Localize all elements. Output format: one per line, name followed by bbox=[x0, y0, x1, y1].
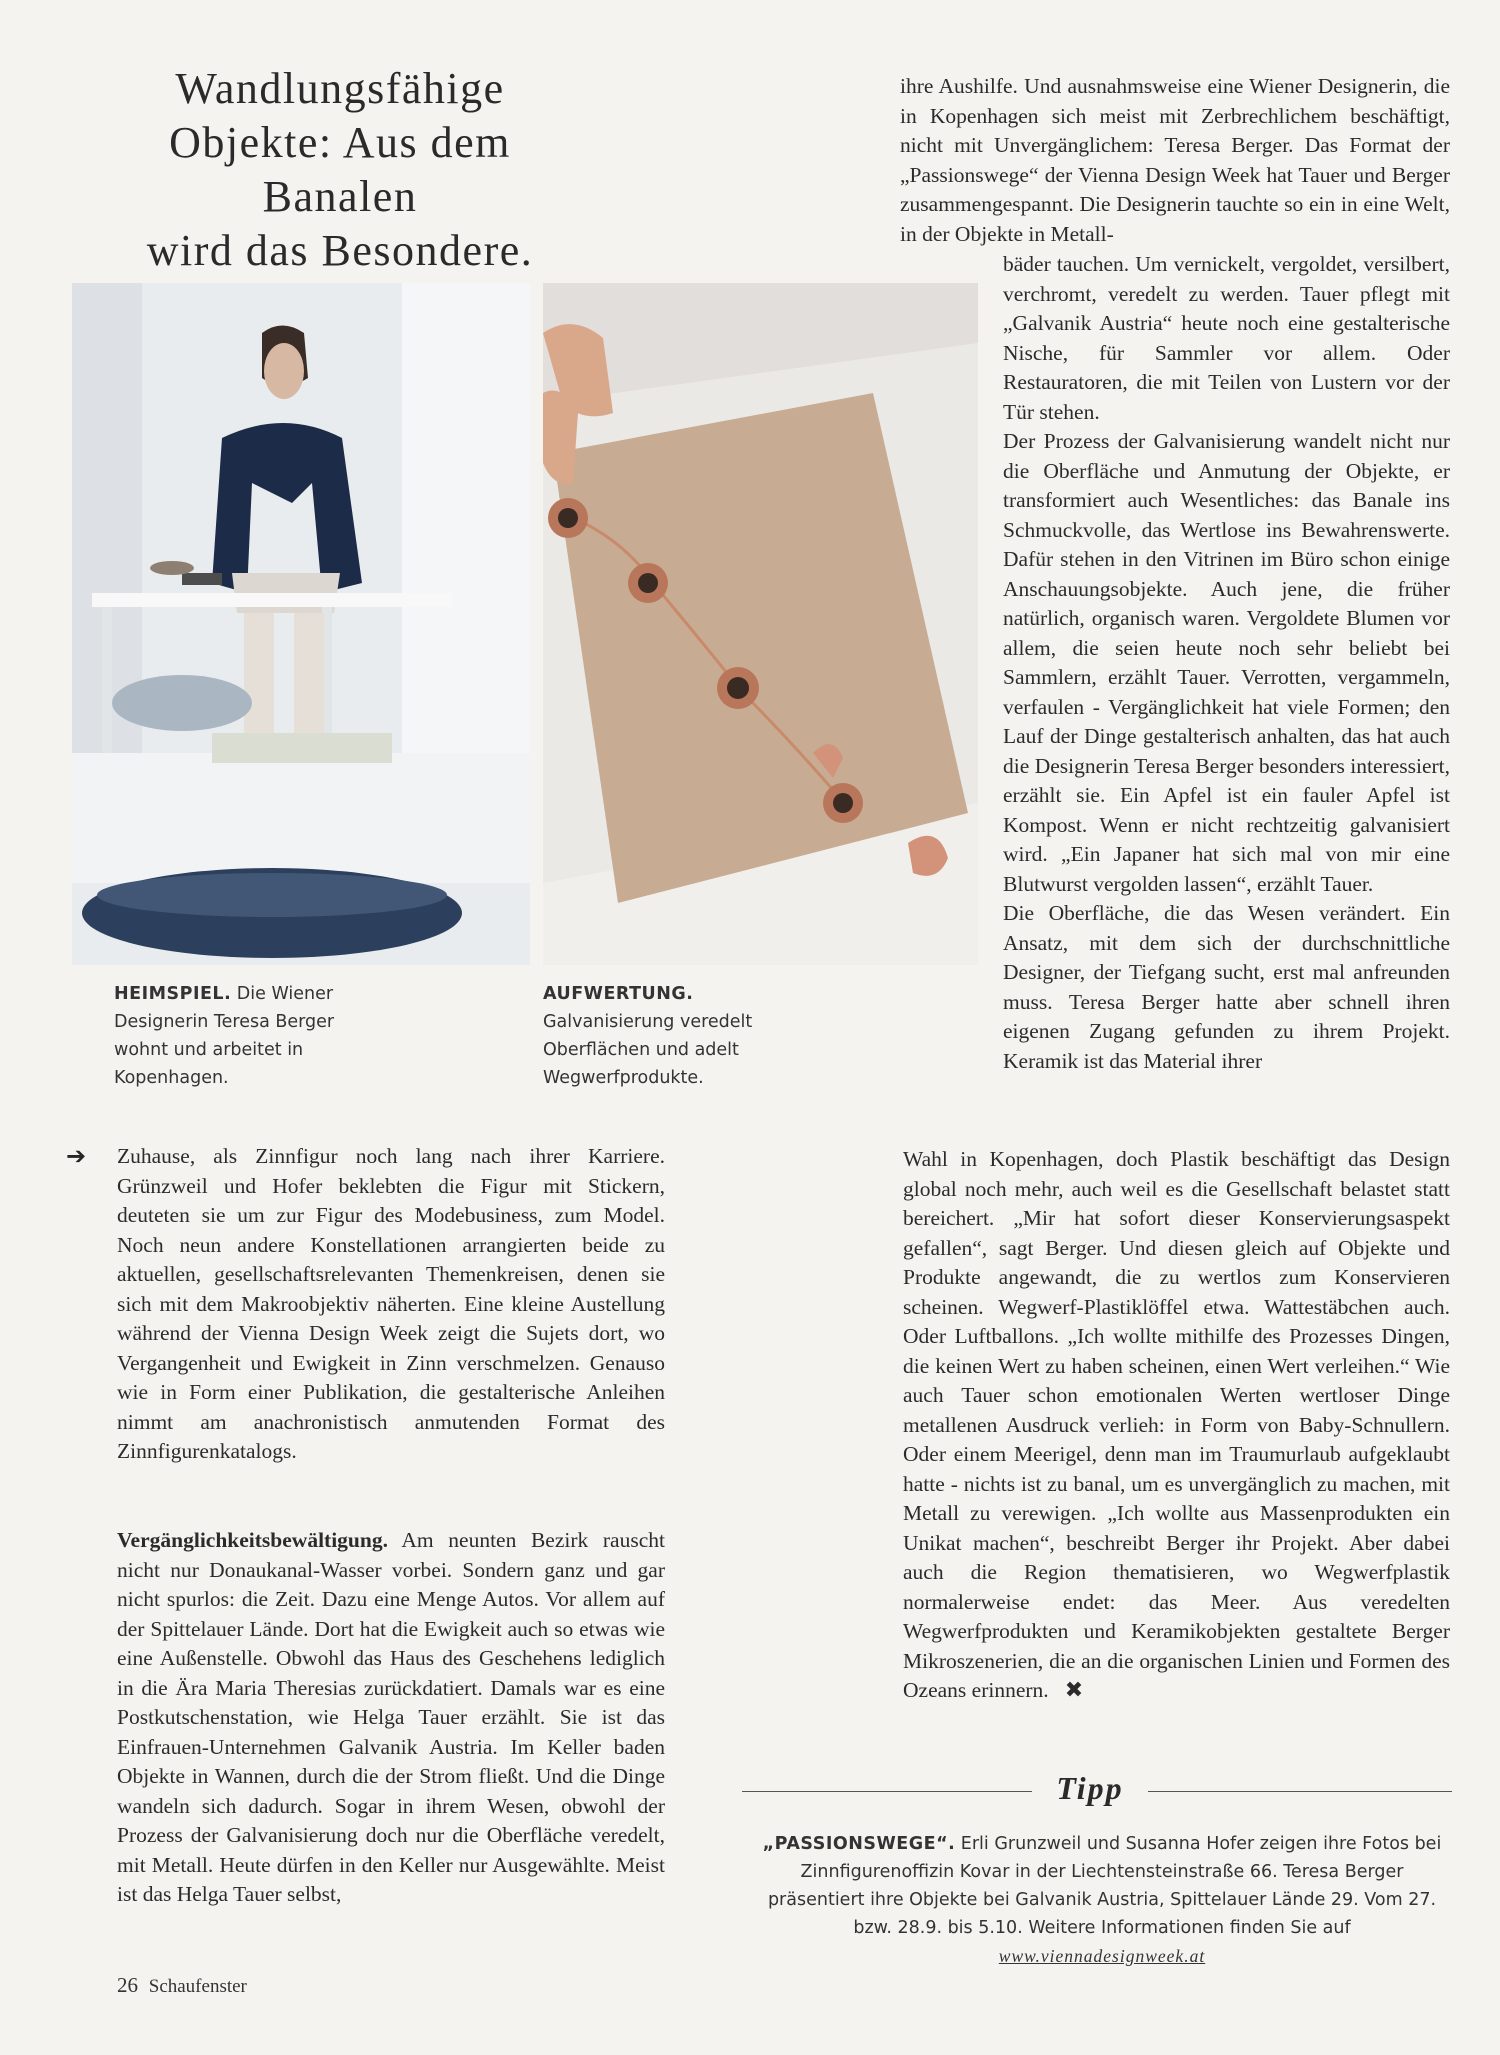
photo-copper-objects bbox=[543, 283, 978, 965]
tipp-divider-left bbox=[742, 1791, 1032, 1792]
article-paragraph-continuation: Zuhause, als Zinnfigur noch lang nach ihrer Karriere. Grünzweil und Hofer beklebten die Figur mit Stickern, deuteten sie um zur Figur des Modebusiness, zum Model. Noch neun andere Konstellationen arrangierten beide zu aktuellen, gesellschaftsrelevanten Themenkreisen, denen sie sich mit dem Makroobjektiv näherten. Eine kleine Austellung während der Vienna Design Week zeigt die Sujets dort, wo Vergangenheit und Ewigkeit in Zinn verschmelzen. Genauso wie in Form einer Publikation, die gestalterische Anleihen nimmt am anachronistisch anmutenden Format des Zinnfigurenkatalogs. bbox=[117, 1144, 665, 1463]
caption-right bbox=[543, 980, 778, 1092]
article-paragraph: Der Prozess der Galvanisierung wandelt nicht nur die Oberfläche und Anmutung der Objekte, er transformiert auch Wesentliches: das Banale ins Schmuckvolle, das Wertlose ins Bewahrenswerte. Dafür stehen in den Vitrinen im Büro schon einige Anschauungsobjekte. Auch jene, die früher natürlich, organisch waren. Vergoldete Blumen vor allem, die seien heute noch sehr beliebt bei Sammlern, erzählt Tauer. Verrotten, vergammeln, verfaulen - Vergänglichkeit hat viele Formen; den Lauf der Dinge gestalterisch anhalten, das hat auch die Designerin Teresa Berger besonders interessiert, erzählt sie. Ein Apfel ist ein fauler Apfel ist Kompost. Wenn er nicht rechtzeitig galvanisiert wird. „Ein Japaner hat sich mal von mir eine Blutwurst vergolden lassen“, erzählt Tauer. bbox=[1003, 429, 1450, 896]
caption-left-text: Die Wiener Designerin Teresa Berger wohnt und arbeitet in Kopenhagen. bbox=[114, 984, 335, 1088]
page-number: 26 bbox=[117, 1973, 138, 1997]
section-subhead: Vergänglichkeitsbewältigung. bbox=[117, 1528, 388, 1552]
headline-line-1: Wandlungsfähige bbox=[175, 64, 505, 113]
tipp-website-link[interactable]: www.viennadesignweek.at bbox=[998, 1946, 1206, 1966]
article-paragraph: bäder tauchen. Um vernickelt, vergoldet, versilbert, verchromt, veredelt zu werden. Tauer pflegt mit „Galvanik Austria“ heute noch eine gestalterische Nische, für Sammler vor allem. Oder Restauratoren, die mit Teilen von Lustern vor der Tür stehen. bbox=[1003, 252, 1450, 424]
caption-left bbox=[114, 980, 364, 1092]
caption-right-text: Galvanisierung veredelt Oberflächen und adelt Wegwerfprodukte. bbox=[543, 1012, 753, 1088]
magazine-name: Schaufenster bbox=[148, 1976, 247, 1997]
tipp-box bbox=[752, 1830, 1452, 1971]
tipp-lead: „PASSIONSWEGE“. bbox=[762, 1834, 956, 1854]
page-footer bbox=[117, 1973, 247, 1998]
tipp-text: Erli Grunzweil und Susanna Hofer zeigen ihre Fotos bei Zinnfigurenoffizin Kovar in der Liechtensteinstraße 66. Teresa Berger präsentiert ihre Objekte bei Galvanik Austria, Spittelauer Lände 29. Vom 27. bzw. 28.9. bis 5.10. Weitere Informationen finden Sie auf bbox=[767, 1834, 1442, 1938]
cross-icon: ✖ bbox=[1064, 1678, 1084, 1703]
tipp-title: Tipp bbox=[1056, 1770, 1124, 1806]
arrow-right-icon: ➔ bbox=[66, 1142, 87, 1170]
caption-right-lead: AUFWERTUNG. bbox=[543, 984, 694, 1004]
headline-line-3: wird das Besondere. bbox=[146, 226, 534, 275]
caption-left-lead: HEIMSPIEL. bbox=[114, 984, 232, 1004]
article-paragraph-right-bottom bbox=[903, 1145, 1450, 1706]
article-closing-text: Wahl in Kopenhagen, doch Plastik beschäftigt das Design global noch mehr, auch weil es die Gesellschaft belastet statt bereichert. „Mir hat sofort dieser Konservierungsaspekt gefallen“, sagt Berger. Und diesen gleich auf Objekte und Produkte angewandt, die zu wertlos zum Konservieren scheinen. Wegwerf-Plastiklöffel etwa. Wattestäbchen auch. Oder Luftballons. „Ich wollte mithilfe des Prozesses Dingen, die keinen Wert zu haben scheinen, einen Wert verleihen.“ Wie auch Tauer schon emotionalen Werten wertloser Dinge metallenen Ausdruck verlieh: in Form von Baby-Schnullern. Oder einem Meerigel, denn man im Traumurlaub aufgeklaubt hatte - nichts ist zu banal, um es unvergänglich zu machen, mit Metall zu verewigen. „Ich wollte aus Massenprodukten ein Unikat machen“, beschreibt Berger ihr Projekt. Aber dabei auch die Region thematisieren, wo Wegwerfplastik normalerweise endet: das Meer. Aus veredelten Wegwerfprodukten und Keramikobjekten gestaltete Berger Mikroszenerien, die an die organischen Linien und Formen des Ozeans erinnern. bbox=[903, 1147, 1450, 1702]
article-column-right-mid bbox=[1003, 250, 1450, 1076]
article-paragraph: Die Oberfläche, die das Wesen verändert. Ein Ansatz, mit dem sich der durchschnittliche Designer, der Tiefgang sucht, erst mal anfreunden muss. Teresa Berger hatte aber schnell ihren eigenen Zugang gefunden zu ihrem Projekt. Keramik ist das Material ihrer bbox=[1003, 901, 1450, 1073]
article-paragraph-right-top: ihre Aushilfe. Und ausnahmsweise eine Wiener Designerin, die in Kopenhagen sich meist mit Zerbrechlichem beschäftigt, nicht mit Unvergänglichem: Teresa Berger. Das Format der „Passionswege“ der Vienna Design Week hat Tauer und Berger zusammengespannt. Die Designerin tauchte so ein in eine Welt, in der Objekte in Metall- bbox=[900, 74, 1450, 246]
article-headline bbox=[110, 62, 570, 278]
section-text: Am neunten Bezirk rauscht nicht nur Donaukanal-Wasser vorbei. Sondern ganz und gar nicht spurlos: die Zeit. Dazu eine Menge Autos. Vor allem auf der Spittelauer Lände. Dort hat die Ewigkeit auch so etwas wie eine Außenstelle. Obwohl das Haus des Geschehens lediglich in die Ära Maria Theresias zurückdatiert. Damals war es eine Postkutschenstation, wie Helga Tauer erzählt. Sie ist das Einfrauen-Unternehmen Galvanik Austria. Im Keller baden Objekte in Wannen, durch die der Strom fließt. Und die Dinge wandeln sich dadurch. Sogar in ihrem Wesen, obwohl der Prozess der Galvanisierung doch nur die Oberfläche veredelt, mit Metall. Heute dürfen in den Keller nur Ausgewählte. Meist ist das Helga Tauer selbst, bbox=[117, 1528, 665, 1906]
headline-line-2: Objekte: Aus dem Banalen bbox=[169, 118, 511, 221]
tipp-divider-right bbox=[1148, 1791, 1452, 1792]
photo-designer-portrait bbox=[72, 283, 530, 965]
article-paragraph-section bbox=[117, 1526, 665, 1910]
